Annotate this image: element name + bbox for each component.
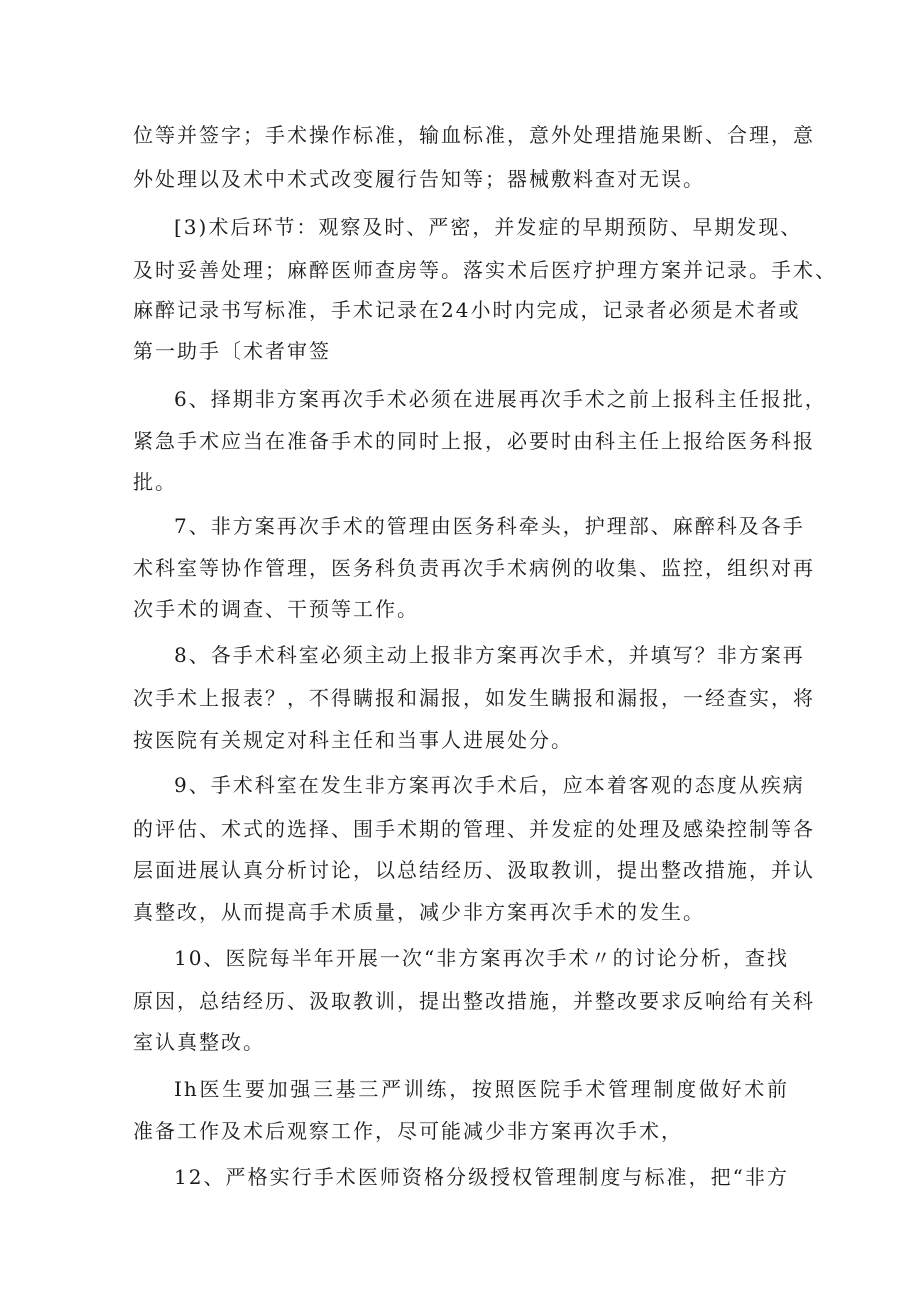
text-line: 7、非方案再次手术的管理由医务科牵头，护理部、麻醉科及各手 [174, 514, 805, 538]
text-line: 真整改，从而提高手术质量，减少非方案再次手术的发生。 [133, 900, 705, 924]
text-line: 层面进展认真分析讨论，以总结经历、汲取教训，提出整改措施，并认 [133, 858, 815, 882]
text-line: 6、择期非方案再次手术必须在进展再次手术之前上报科主任报批， [174, 387, 827, 411]
text-line: 8、各手术科室必须主动上报非方案再次手术，并填写？非方案再 [174, 643, 805, 667]
text-line: 位等并签字；手术操作标准，输血标准，意外处理措施果断、合理，意 [133, 123, 815, 147]
text-line: 12、严格实行手术医师资格分级授权管理制度与标准，把“非方 [174, 1165, 789, 1189]
text-line: 9、手术科室在发生非方案再次手术后，应本着客观的态度从疾病 [174, 773, 805, 797]
text-line: 按医院有关规定对科主任和当事人进展处分。 [133, 728, 573, 752]
text-line: 第一助手〔术者审签 [133, 339, 331, 363]
text-line: 批。 [133, 470, 177, 494]
text-line: Ih医生要加强三基三严训练，按照医院手术管理制度做好术前 [174, 1077, 789, 1101]
text-line: 的评估、术式的选择、围手术期的管理、并发症的处理及感染控制等各 [133, 817, 815, 841]
text-line: 麻醉记录书写标准，手术记录在24小时内完成，记录者必须是术者或 [133, 298, 801, 322]
text-line: [3)术后环节：观察及时、严密，并发症的早期预防、早期发现、 [174, 215, 803, 239]
text-line: 原因，总结经历、汲取教训，提出整改措施，并整改要求反响给有关科 [133, 989, 815, 1013]
text-line: 术科室等协作管理，医务科负责再次手术病例的收集、监控，组织对再 [133, 556, 815, 580]
text-line: 及时妥善处理；麻醉医师查房等。落实术后医疗护理方案并记录。手术、 [133, 258, 837, 282]
text-line: 次手术上报表？，不得瞒报和漏报，如发生瞒报和漏报，一经查实，将 [133, 686, 815, 710]
text-line: 10、医院每半年开展一次“非方案再次手术〃的讨论分析，查找 [174, 946, 789, 970]
text-line: 室认真整改。 [133, 1030, 265, 1054]
text-line: 紧急手术应当在准备手术的同时上报，必要时由科主任上报给医务科报 [133, 429, 815, 453]
text-line: 次手术的调查、干预等工作。 [133, 597, 419, 621]
text-line: 外处理以及术中术式改变履行告知等；器械敷料查对无误。 [133, 167, 705, 191]
text-line: 准备工作及术后观察工作，尽可能减少非方案再次手术， [133, 1119, 683, 1143]
